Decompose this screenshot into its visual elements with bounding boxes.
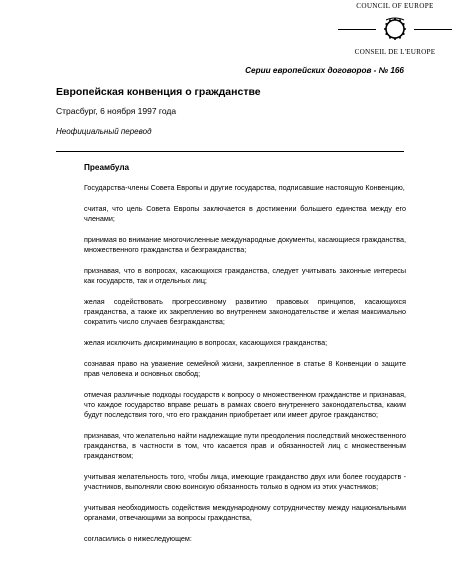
paragraph: Государства-члены Совета Европы и другие государства, подписавшие настоящую Конвенцию, bbox=[84, 183, 405, 192]
council-of-europe-logo bbox=[334, 2, 456, 60]
logo-right-rule bbox=[414, 29, 452, 30]
paragraph: согласились о нижеследующем: bbox=[84, 534, 192, 543]
logo-top-text: COUNCIL OF EUROPE bbox=[356, 2, 434, 10]
paragraph: считая, что цель Совета Европы заключается в достижении большего единства между его членами; bbox=[84, 204, 406, 223]
treaty-series-label: Серии европейских договоров - № 166 bbox=[245, 66, 404, 75]
unofficial-translation-note: Неофициальный перевод bbox=[56, 127, 152, 136]
logo-left-rule bbox=[338, 29, 376, 30]
paragraph: отмечая различные подходы государств к вопросу о множественном гражданстве и признавая, что каждое государство вправе решать в рамках своего внутреннего законодательства, каким будут последствия того, что его гражданин приобретает или имеет другое гражданство; bbox=[84, 390, 406, 419]
paragraph: учитывая желательность того, чтобы лица, имеющие гражданство двух или более государств - участников, выполняли свою воинскую обязанность только в одном из этих участников; bbox=[84, 472, 406, 491]
paragraph: принимая во внимание многочисленные международные документы, касающиеся гражданства, множественного гражданства и безгражданства; bbox=[84, 235, 406, 254]
paragraph: желая исключить дискриминацию в вопросах, касающихся гражданства; bbox=[84, 338, 328, 347]
document-title: Европейская конвенция о гражданстве bbox=[56, 86, 261, 98]
paragraph: признавая, что в вопросах, касающихся гражданства, следует учитывать законные интересы как государств, так и отдельных лиц; bbox=[84, 266, 406, 285]
paragraph: желая содействовать прогрессивному развитию правовых принципов, касающихся гражданства, а также их закреплению во внутреннем законодательстве и желая максимально сократить число случаев безгражданства; bbox=[84, 297, 406, 326]
place-date: Страсбург, 6 ноября 1997 года bbox=[56, 106, 177, 116]
paragraph: учитывая необходимость содействия международному сотрудничеству между национальными органами, отвечающими за вопросы гражданства, bbox=[84, 503, 406, 522]
preamble-title: Преамбула bbox=[84, 163, 130, 172]
preamble-body bbox=[84, 163, 406, 555]
paragraph: сознавая право на уважение семейной жизни, закрепленное в статье 8 Конвенции о защите прав человека и основных свобод; bbox=[84, 359, 406, 378]
stars-emblem-icon bbox=[380, 14, 410, 44]
horizontal-divider bbox=[56, 151, 404, 152]
logo-emblem bbox=[334, 13, 456, 45]
logo-bottom-text: CONSEIL DE L'EUROPE bbox=[354, 48, 436, 56]
paragraph: признавая, что желательно найти надлежащие пути преодоления последствий множественного гражданства, в частности в том, что касается прав и обязанностей лиц с множественным гражданством; bbox=[84, 431, 406, 460]
